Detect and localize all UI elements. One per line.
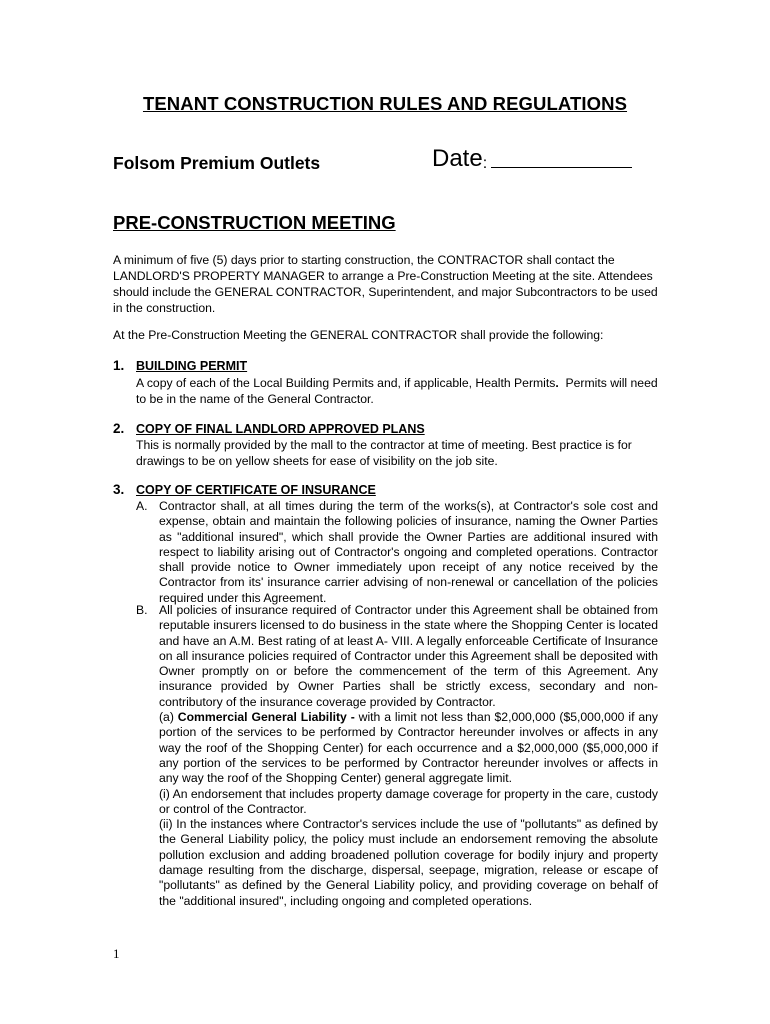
date-blank-line bbox=[491, 166, 632, 168]
cgl-text: with a limit not less than $2,000,000 ($5,000,000 if any portion of the services to be performed by Contractor hereunder involves or affects in any way the roof of the Shopping Center) for each occurrence and a $2,000,000 ($5,000,000 if any portion of the services to be performed by Contractor hereunder involves or affects in any way the roof of the Shopping Center) general aggregate limit. bbox=[159, 710, 659, 786]
cgl-sub-i: (i) An endorsement that includes property damage coverage for property in the care, custody or control of the Contractor. bbox=[159, 786, 658, 816]
date-label: Date bbox=[432, 145, 483, 172]
section-heading: PRE-CONSTRUCTION MEETING bbox=[113, 212, 396, 233]
insurance-subitem-a bbox=[136, 499, 658, 606]
provide-paragraph: At the Pre-Construction Meeting the GENERAL CONTRACTOR shall provide the following: bbox=[113, 328, 604, 342]
document-title: TENANT CONSTRUCTION RULES AND REGULATIONS bbox=[142, 93, 628, 114]
item-title-approved-plans: COPY OF FINAL LANDLORD APPROVED PLANS bbox=[136, 422, 425, 436]
cgl-heading: Commercial General Liability - bbox=[177, 710, 355, 725]
item-text-part: Permits will need to be in the name of the General Contractor. bbox=[136, 376, 662, 406]
date-colon: : bbox=[482, 155, 488, 172]
subitem-letter: B. bbox=[136, 603, 148, 617]
item-title-building-permit: BUILDING PERMIT bbox=[136, 359, 248, 373]
item-title-certificate-of-insurance: COPY OF CERTIFICATE OF INSURANCE bbox=[136, 483, 376, 497]
cgl-paragraph bbox=[159, 710, 658, 786]
subitem-body bbox=[159, 603, 658, 909]
subitem-b-text: All policies of insurance required of Contractor under this Agreement shall be obtained from reputable insurers licensed to do business in the state where the Shopping Center is located and have an A.M. Best rating of at least A- VIII. A legally enforceable Certificate of Insurance on all insurance policies required of Contractor under this Agreement shall be deposited with Owner promptly on or before the commencement of the term of this Agreement. Any insurance provided by Owner Parties shall be strictly excess, secondary and non-contributory of the insurance coverage provided by Contractor. bbox=[159, 603, 658, 709]
property-name: Folsom Premium Outlets bbox=[113, 153, 321, 173]
page-number: 1 bbox=[113, 946, 120, 961]
intro-paragraph: A minimum of five (5) days prior to starting construction, the CONTRACTOR shall contact the LANDLORD'S PROPERTY MANAGER to arrange a Pre-Construction Meeting at the site. Attendees should include the GENERAL CONTRACTOR, Superintendent, and major Subcontractors to be used in the construction. bbox=[113, 253, 658, 315]
date-field bbox=[432, 145, 632, 173]
item-number: 3. bbox=[113, 482, 125, 497]
item-number: 2. bbox=[113, 421, 125, 436]
insurance-subitem-b bbox=[136, 603, 658, 909]
item-text-bold-period: . bbox=[555, 376, 559, 390]
item-text-approved-plans: This is normally provided by the mall to the contractor at time of meeting. Best practice is for drawings to be on yellow sheets for ease of visibility on the job site. bbox=[136, 438, 632, 468]
cgl-prefix: (a) bbox=[159, 710, 178, 725]
subitem-letter: A. bbox=[136, 499, 148, 513]
cgl-sub-ii: (ii) In the instances where Contractor's services include the use of "pollutants" as defined by the General Liability policy, the policy must include an endorsement removing the absolute pollution exclusion and adding broadened pollution coverage for bodily injury and property damage resulting from the discharge, dispersal, seepage, migration, release or escape of "pollutants" as defined by the General Liability policy, and providing coverage on behalf of the "additional insured", including ongoing and completed operations. bbox=[159, 817, 658, 908]
item-number: 1. bbox=[113, 358, 125, 373]
item-text-part: A copy of each of the Local Building Permits and, if applicable, Health Permits bbox=[136, 376, 556, 390]
item-text-building-permit bbox=[136, 375, 661, 407]
subitem-body: Contractor shall, at all times during the term of the works(s), at Contractor's sole cost and expense, obtain and maintain the following policies of insurance, naming the Owner Parties as "additional insured", which shall provide the Owner Parties are additional insured with respect to liability arising out of Contractor's ongoing and completed operations. Contractor shall provide notice to Owner immediately upon receipt of any notice received by the Contractor from its' insurance carrier advising of non-renewal or cancellation of the policies required under this Agreement. bbox=[159, 499, 658, 605]
